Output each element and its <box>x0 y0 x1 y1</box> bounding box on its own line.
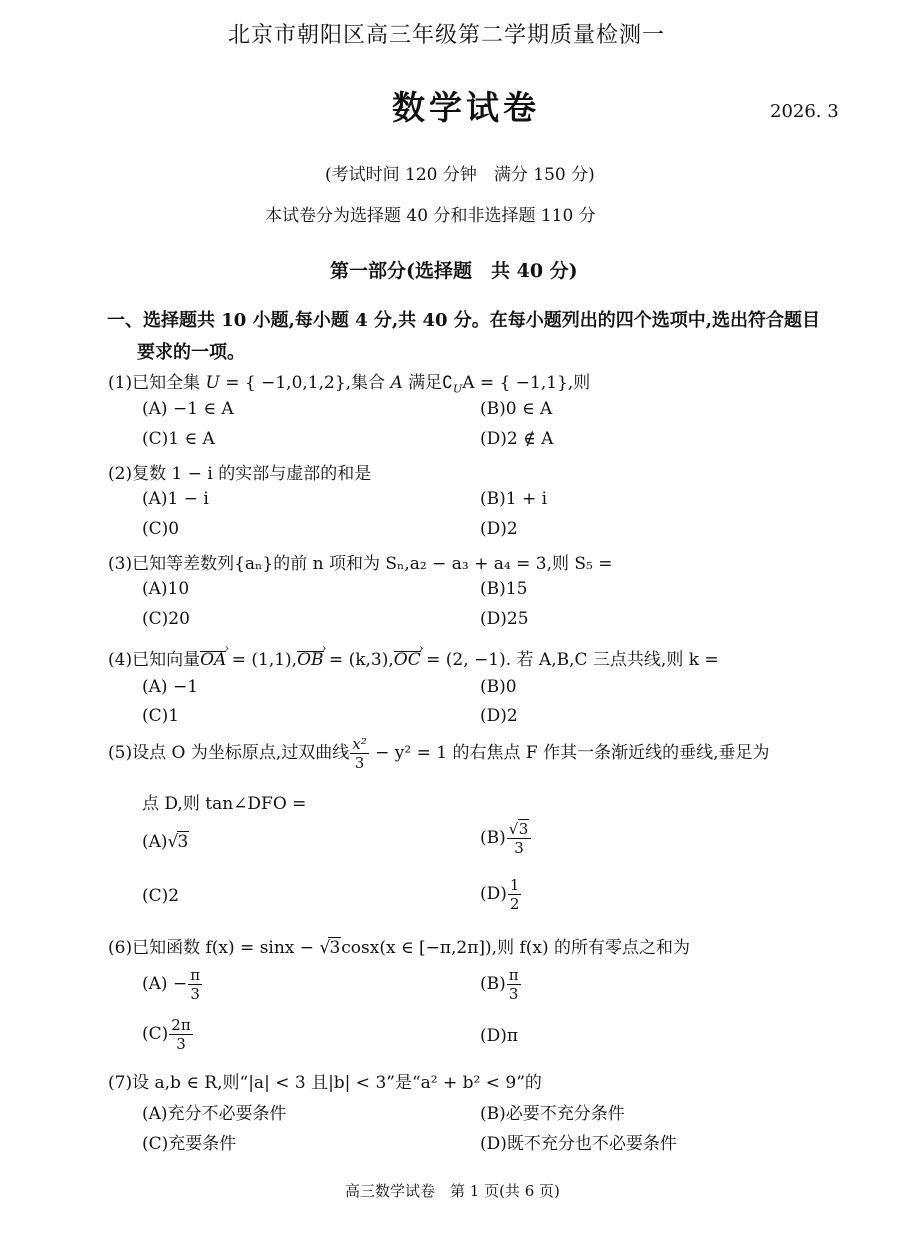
q1-option-a: (A) −1 ∈ A <box>142 399 234 419</box>
sqrt-symbol: √ 3 <box>168 832 190 852</box>
question-1-label: (1) <box>108 373 133 393</box>
q7-option-a: (A)充分不必要条件 <box>142 1104 287 1124</box>
sqrt-symbol: √ 3 <box>509 820 530 838</box>
q4-option-b: (B)0 <box>480 677 517 697</box>
question-4-stem: (4)已知向量OA › = (1,1),OB › = (k,3),OC › = (2, −1). 若 A,B,C 三点共线,则 k = <box>108 645 719 670</box>
question-2-stem: (2)复数 1 − i 的实部与虚部的和是 <box>108 464 372 484</box>
question-5-label: (5) <box>108 743 133 763</box>
q7-option-d: (D)既不充分也不必要条件 <box>480 1134 677 1154</box>
question-5-stem: (5)设点 O 为坐标原点,过双曲线 $\frac{\text{x²}}{3}$ − y² = 1 的右焦点 F 作其一条渐近线的垂线,垂足为 <box>108 735 770 772</box>
page-footer: 高三数学试卷 第 1 页(共 6 页) <box>345 1182 560 1200</box>
question-7-label: (7) <box>108 1073 133 1093</box>
q6-option-d: (D)π <box>480 1026 519 1046</box>
instruction-line-2: 要求的一项。 <box>137 342 245 363</box>
part-title: 第一部分(选择题 共 40 分) <box>330 260 578 282</box>
q2-option-b: (B)1 + i <box>480 489 548 509</box>
vector-oa: OA › <box>200 650 226 670</box>
q1-option-d: (D)2 ∉ A <box>480 429 554 449</box>
exam-header: 北京市朝阳区高三年级第二学期质量检测一 <box>228 23 666 48</box>
sqrt-symbol: √ 3 <box>319 938 341 958</box>
question-3-stem: (3)已知等差数列{aₙ}的前 n 项和为 Sₙ,a₂ − a₃ + a₄ = 3,则 S₅ = <box>108 554 613 574</box>
q4-option-c: (C)1 <box>142 706 180 726</box>
q6-option-b: (B) $\frac{\pi}{3}$ <box>480 966 519 1003</box>
q4-option-d: (D)2 <box>480 706 518 726</box>
instruction-line-1: 一、选择题共 10 小题,每小题 4 分,共 40 分。在每小题列出的四个选项中,选出符合题目 <box>107 310 821 331</box>
q7-option-c: (C)充要条件 <box>142 1134 237 1154</box>
q5-option-b: (B) √ $\frac{3}{3}$ <box>480 820 532 857</box>
q2-option-d: (D)2 <box>480 519 518 539</box>
question-1-stem: (1)已知全集 U = { −1,0,1,2},集合 A 满足$∁_UA$ = { −1,1},则 <box>108 373 591 396</box>
question-5-stem-line-2: 点 D,则 tan∠DFO = <box>142 794 307 814</box>
exam-date: 2026. 3 <box>770 101 839 122</box>
question-6-stem: (6)已知函数 f(x) = sinx − √ 3cosx(x ∈ [−π,2π]),则 f(x) 的所有零点之和为 <box>108 933 690 958</box>
q3-option-d: (D)25 <box>480 609 529 629</box>
question-2-label: (2) <box>108 464 133 484</box>
q2-option-c: (C)0 <box>142 519 180 539</box>
vector-ob: OB › <box>297 650 323 670</box>
question-3-label: (3) <box>108 554 133 574</box>
q3-option-b: (B)15 <box>480 579 528 599</box>
vector-oc: OC › <box>394 650 421 670</box>
q5-option-d: (D) $\frac{1}{2}$ <box>480 876 520 913</box>
q2-option-a: (A)1 − i <box>142 489 209 509</box>
exam-info: (考试时间 120 分钟 满分 150 分) <box>325 165 595 185</box>
q4-option-a: (A) −1 <box>142 677 199 697</box>
q7-option-b: (B)必要不充分条件 <box>480 1104 625 1124</box>
q1-option-b: (B)0 ∈ A <box>480 399 553 419</box>
q1-option-c: (C)1 ∈ A <box>142 429 215 449</box>
question-6-label: (6) <box>108 938 133 958</box>
q5-option-c: (C)2 <box>142 886 180 906</box>
hyperbola-fraction: $\frac{\text{x²}}{3}$ <box>352 735 367 772</box>
composition-note: 本试卷分为选择题 40 分和非选择题 110 分 <box>265 206 596 226</box>
q6-option-a: (A) − $\frac{\pi}{3}$ <box>142 966 201 1003</box>
q3-option-c: (C)20 <box>142 609 190 629</box>
q3-option-a: (A)10 <box>142 579 190 599</box>
q5-option-a: (A)√ 3 <box>142 832 189 852</box>
page-title: 数学试卷 <box>392 88 540 127</box>
question-7-stem: (7)设 a,b ∈ R,则“|a| < 3 且|b| < 3”是“a² + b² < 9”的 <box>108 1073 542 1093</box>
q6-option-c: (C) $\frac{2\pi}{3}$ <box>142 1016 191 1053</box>
question-4-label: (4) <box>108 650 133 670</box>
